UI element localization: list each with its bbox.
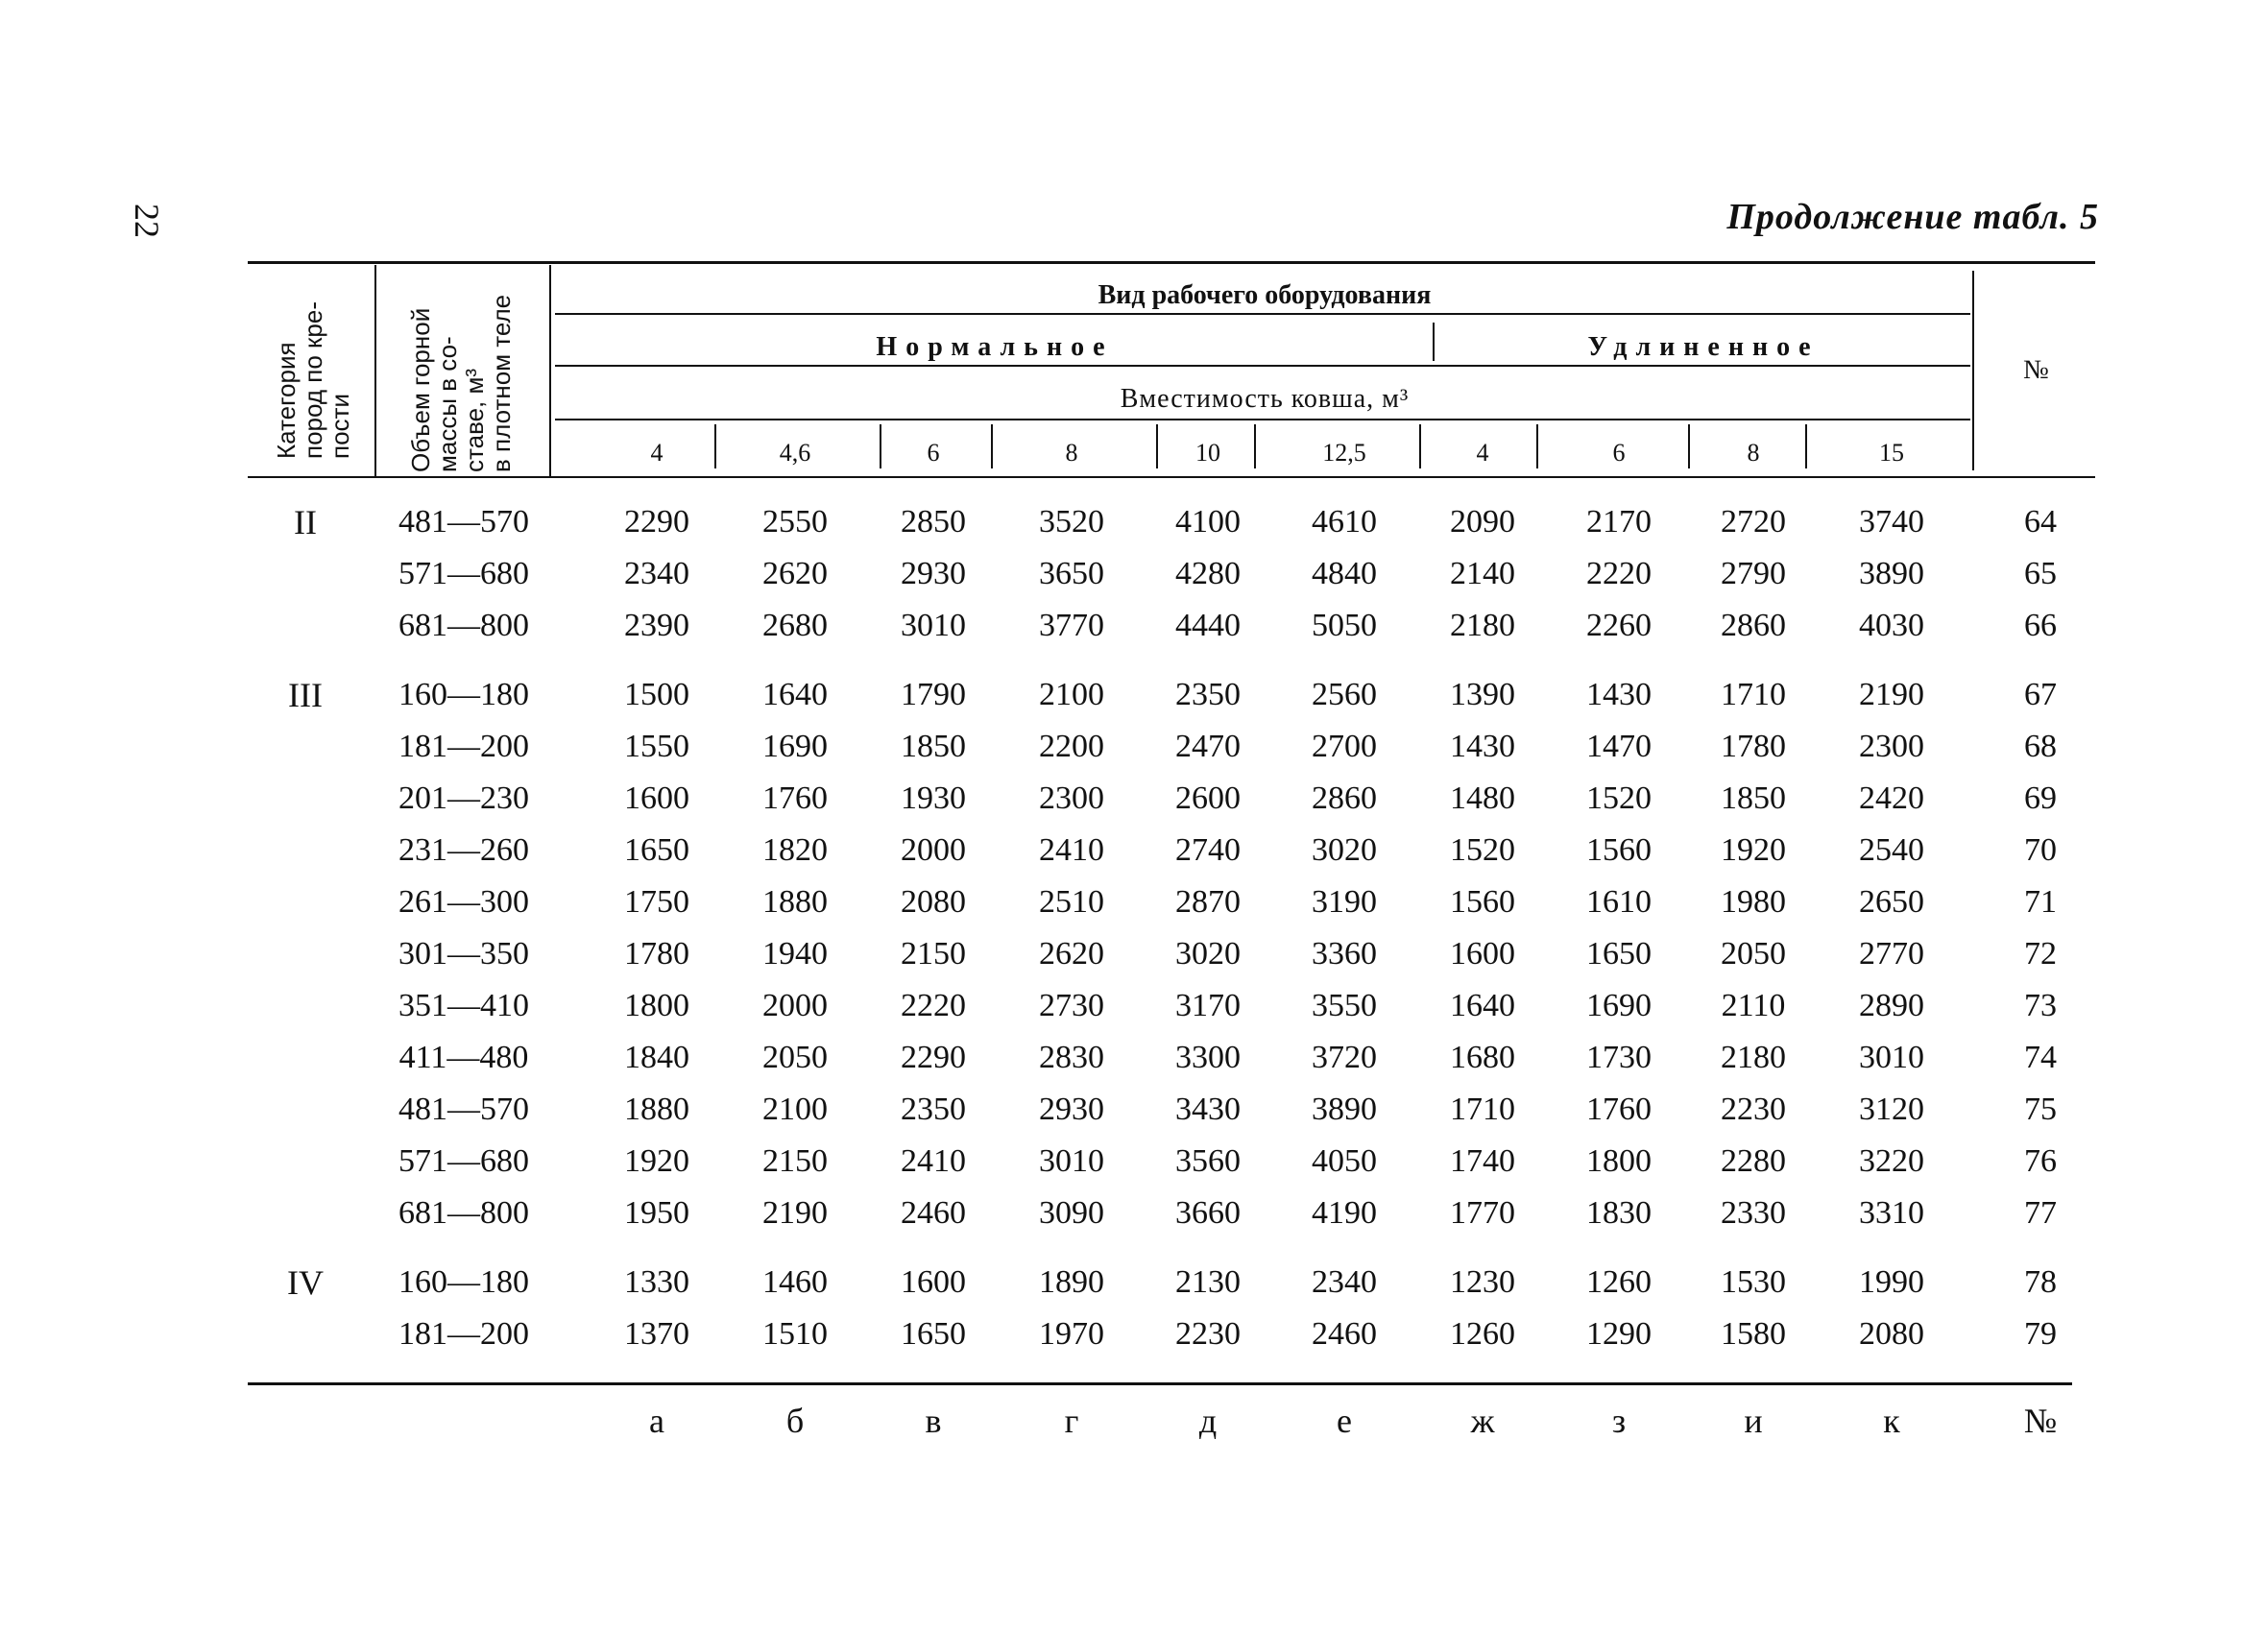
value-cell: 4840	[1312, 556, 1377, 591]
value-cell: 1690	[1586, 988, 1652, 1023]
row-number-cell: 77	[2024, 1195, 2057, 1231]
value-cell: 3740	[1859, 504, 1924, 540]
continuation-title: Продолжение табл. 5	[1726, 197, 2099, 237]
value-cell: 2790	[1721, 556, 1786, 591]
volume-cell: 181—200	[398, 729, 529, 764]
value-cell: 2420	[1859, 780, 1924, 816]
value-cell: 3890	[1859, 556, 1924, 591]
column-letter: к	[1883, 1402, 1900, 1440]
value-cell: 1520	[1450, 832, 1515, 868]
value-cell: 2410	[1039, 832, 1104, 868]
value-cell: 2850	[901, 504, 966, 540]
equipment-type-header: Вид рабочего оборудования	[1098, 280, 1432, 310]
value-cell: 2860	[1721, 608, 1786, 643]
volume-cell: 160—180	[398, 677, 529, 712]
value-cell: 3300	[1175, 1040, 1241, 1075]
cap-divider-6	[1419, 424, 1421, 468]
value-cell: 4050	[1312, 1143, 1377, 1179]
value-cell: 2700	[1312, 729, 1377, 764]
row-number-cell: 73	[2024, 988, 2057, 1023]
value-cell: 3010	[1859, 1040, 1924, 1075]
value-cell: 1890	[1039, 1264, 1104, 1300]
category-cell: IV	[287, 1263, 324, 1302]
value-cell: 1690	[762, 729, 828, 764]
value-cell: 1230	[1450, 1264, 1515, 1300]
value-cell: 3170	[1175, 988, 1241, 1023]
value-cell: 2410	[901, 1143, 966, 1179]
value-cell: 3430	[1175, 1092, 1241, 1127]
value-cell: 2200	[1039, 729, 1104, 764]
value-cell: 2170	[1586, 504, 1652, 540]
value-cell: 3770	[1039, 608, 1104, 643]
value-cell: 1800	[624, 988, 689, 1023]
value-cell: 1560	[1586, 832, 1652, 868]
value-cell: 1470	[1586, 729, 1652, 764]
value-cell: 1390	[1450, 677, 1515, 712]
value-cell: 2260	[1586, 608, 1652, 643]
value-cell: 2510	[1039, 884, 1104, 920]
capacity-header-cell: 6	[927, 439, 940, 467]
value-cell: 3650	[1039, 556, 1104, 591]
value-cell: 2000	[762, 988, 828, 1023]
row-number-cell: 72	[2024, 936, 2057, 972]
value-cell: 2080	[901, 884, 966, 920]
row-number-cell: 65	[2024, 556, 2057, 591]
value-cell: 1950	[624, 1195, 689, 1231]
capacity-header-cell: 8	[1747, 439, 1760, 467]
value-cell: 1550	[624, 729, 689, 764]
value-cell: 2860	[1312, 780, 1377, 816]
value-cell: 1650	[901, 1316, 966, 1352]
value-cell: 1850	[901, 729, 966, 764]
value-cell: 1780	[624, 936, 689, 972]
value-cell: 2680	[762, 608, 828, 643]
volume-cell: 231—260	[398, 832, 529, 868]
value-cell: 3020	[1175, 936, 1241, 972]
value-cell: 1610	[1586, 884, 1652, 920]
value-cell: 1820	[762, 832, 828, 868]
value-cell: 1370	[624, 1316, 689, 1352]
row-number-cell: 76	[2024, 1143, 2057, 1179]
volume-cell: 201—230	[398, 780, 529, 816]
column-letter: з	[1611, 1402, 1627, 1440]
value-cell: 1940	[762, 936, 828, 972]
row-number-cell: 78	[2024, 1264, 2057, 1300]
value-cell: 2080	[1859, 1316, 1924, 1352]
row-number-cell: 67	[2024, 677, 2057, 712]
value-cell: 4100	[1175, 504, 1241, 540]
column-letter: в	[925, 1402, 942, 1440]
value-cell: 1680	[1450, 1040, 1515, 1075]
value-cell: 1920	[624, 1143, 689, 1179]
column-letter: ж	[1470, 1402, 1495, 1440]
col-rule-1	[374, 265, 376, 476]
value-cell: 2350	[901, 1092, 966, 1127]
row-number-cell: 70	[2024, 832, 2057, 868]
value-cell: 3120	[1859, 1092, 1924, 1127]
value-cell: 2460	[901, 1195, 966, 1231]
value-cell: 1780	[1721, 729, 1786, 764]
value-cell: 1580	[1721, 1316, 1786, 1352]
value-cell: 1770	[1450, 1195, 1515, 1231]
value-cell: 3310	[1859, 1195, 1924, 1231]
row-number-cell: 64	[2024, 504, 2057, 540]
value-cell: 3360	[1312, 936, 1377, 972]
value-cell: 2110	[1721, 988, 1786, 1023]
volume-cell: 351—410	[398, 988, 529, 1023]
value-cell: 2140	[1450, 556, 1515, 591]
volume-cell: 481—570	[398, 1092, 529, 1127]
value-cell: 3550	[1312, 988, 1377, 1023]
capacity-header-cell: 8	[1065, 439, 1078, 467]
value-cell: 1500	[624, 677, 689, 712]
table-bottom-rule	[248, 1382, 2072, 1385]
volume-cell: 571—680	[398, 1143, 529, 1179]
value-cell: 2560	[1312, 677, 1377, 712]
value-cell: 2300	[1039, 780, 1104, 816]
value-cell: 1840	[624, 1040, 689, 1075]
col-rule-2	[549, 265, 551, 476]
value-cell: 1830	[1586, 1195, 1652, 1231]
value-cell: 1640	[762, 677, 828, 712]
value-cell: 2000	[901, 832, 966, 868]
value-cell: 2220	[1586, 556, 1652, 591]
volume-cell: 681—800	[398, 608, 529, 643]
value-cell: 2340	[624, 556, 689, 591]
value-cell: 2930	[901, 556, 966, 591]
value-cell: 1710	[1450, 1092, 1515, 1127]
value-cell: 2540	[1859, 832, 1924, 868]
value-cell: 2620	[1039, 936, 1104, 972]
value-cell: 2180	[1721, 1040, 1786, 1075]
value-cell: 2830	[1039, 1040, 1104, 1075]
capacity-header-cell: 4,6	[779, 439, 811, 467]
type-rule	[555, 365, 1970, 367]
volume-cell: 681—800	[398, 1195, 529, 1231]
value-cell: 1990	[1859, 1264, 1924, 1300]
value-cell: 3890	[1312, 1092, 1377, 1127]
value-cell: 1740	[1450, 1143, 1515, 1179]
value-cell: 1980	[1721, 884, 1786, 920]
value-cell: 2190	[1859, 677, 1924, 712]
value-cell: 2770	[1859, 936, 1924, 972]
volume-header: Объем горной массы в со- ставе, м³ в плотном теле	[406, 294, 516, 472]
capacity-header-cell: 10	[1195, 439, 1220, 467]
value-cell: 2720	[1721, 504, 1786, 540]
value-cell: 2620	[762, 556, 828, 591]
volume-cell: 481—570	[398, 504, 529, 540]
value-cell: 3010	[901, 608, 966, 643]
value-cell: 1530	[1721, 1264, 1786, 1300]
capacity-header-cell: 4	[1476, 439, 1489, 467]
value-cell: 2190	[762, 1195, 828, 1231]
capacity-header-cell: 12,5	[1322, 439, 1366, 467]
value-cell: 1330	[624, 1264, 689, 1300]
value-cell: 2050	[1721, 936, 1786, 972]
column-letter: а	[649, 1402, 664, 1440]
value-cell: 3190	[1312, 884, 1377, 920]
table-top-rule	[248, 261, 2095, 264]
value-cell: 3220	[1859, 1143, 1924, 1179]
value-cell: 1880	[762, 884, 828, 920]
value-cell: 1430	[1586, 677, 1652, 712]
value-cell: 1290	[1586, 1316, 1652, 1352]
value-cell: 2740	[1175, 832, 1241, 868]
value-cell: 2180	[1450, 608, 1515, 643]
value-cell: 1600	[1450, 936, 1515, 972]
value-cell: 1560	[1450, 884, 1515, 920]
value-cell: 4030	[1859, 608, 1924, 643]
value-cell: 2870	[1175, 884, 1241, 920]
value-cell: 1970	[1039, 1316, 1104, 1352]
value-cell: 2230	[1721, 1092, 1786, 1127]
value-cell: 2390	[624, 608, 689, 643]
col-rule-3	[1972, 271, 1974, 470]
value-cell: 1520	[1586, 780, 1652, 816]
value-cell: 1650	[1586, 936, 1652, 972]
volume-cell: 160—180	[398, 1264, 529, 1300]
row-number-cell: 68	[2024, 729, 2057, 764]
value-cell: 2290	[624, 504, 689, 540]
column-letter: д	[1198, 1402, 1218, 1440]
value-cell: 2470	[1175, 729, 1241, 764]
value-cell: 1650	[624, 832, 689, 868]
row-number-cell: 75	[2024, 1092, 2057, 1127]
value-cell: 2100	[762, 1092, 828, 1127]
value-cell: 1920	[1721, 832, 1786, 868]
value-cell: 2890	[1859, 988, 1924, 1023]
value-cell: 1730	[1586, 1040, 1652, 1075]
column-letter: е	[1337, 1402, 1352, 1440]
cap-divider-8	[1688, 424, 1690, 468]
category-cell: III	[288, 676, 323, 714]
value-cell: 1760	[1586, 1092, 1652, 1127]
row-number-cell: 79	[2024, 1316, 2057, 1352]
cap-divider-3	[991, 424, 993, 468]
value-cell: 3560	[1175, 1143, 1241, 1179]
value-cell: 2330	[1721, 1195, 1786, 1231]
row-number-cell: 69	[2024, 780, 2057, 816]
header-bottom-rule	[248, 476, 2095, 478]
value-cell: 2290	[901, 1040, 966, 1075]
value-cell: 2460	[1312, 1316, 1377, 1352]
value-cell: 1790	[901, 677, 966, 712]
value-cell: 2050	[762, 1040, 828, 1075]
value-cell: 3090	[1039, 1195, 1104, 1231]
value-cell: 2350	[1175, 677, 1241, 712]
value-cell: 1640	[1450, 988, 1515, 1023]
value-cell: 1430	[1450, 729, 1515, 764]
extended-header: Удлиненное	[1587, 332, 1820, 362]
normal-header: Нормальное	[876, 332, 1114, 362]
value-cell: 2550	[762, 504, 828, 540]
capacity-header-cell: 6	[1612, 439, 1626, 467]
value-cell: 2100	[1039, 677, 1104, 712]
value-cell: 2150	[762, 1143, 828, 1179]
value-cell: 1260	[1450, 1316, 1515, 1352]
column-letter: б	[785, 1402, 805, 1440]
value-cell: 3010	[1039, 1143, 1104, 1179]
value-cell: 3660	[1175, 1195, 1241, 1231]
page-number: 22	[128, 204, 166, 238]
row-number-cell: 71	[2024, 884, 2057, 920]
value-cell: 2150	[901, 936, 966, 972]
value-cell: 1480	[1450, 780, 1515, 816]
value-cell: 2130	[1175, 1264, 1241, 1300]
value-cell: 4280	[1175, 556, 1241, 591]
value-cell: 1880	[624, 1092, 689, 1127]
value-cell: 4190	[1312, 1195, 1377, 1231]
volume-cell: 181—200	[398, 1316, 529, 1352]
equipment-rule	[555, 313, 1970, 315]
cap-divider-1	[714, 424, 716, 468]
value-cell: 1800	[1586, 1143, 1652, 1179]
value-cell: 4610	[1312, 504, 1377, 540]
value-cell: 5050	[1312, 608, 1377, 643]
volume-cell: 571—680	[398, 556, 529, 591]
column-letter: и	[1744, 1402, 1763, 1440]
row-number-cell: 66	[2024, 608, 2057, 643]
value-cell: 2600	[1175, 780, 1241, 816]
value-cell: 1850	[1721, 780, 1786, 816]
value-cell: 1510	[762, 1316, 828, 1352]
value-cell: 2280	[1721, 1143, 1786, 1179]
value-cell: 2340	[1312, 1264, 1377, 1300]
value-cell: 1600	[624, 780, 689, 816]
value-cell: 1460	[762, 1264, 828, 1300]
volume-cell: 261—300	[398, 884, 529, 920]
value-cell: 4440	[1175, 608, 1241, 643]
capacity-header-cell: 4	[650, 439, 664, 467]
value-cell: 1600	[901, 1264, 966, 1300]
category-cell: II	[294, 503, 317, 541]
value-cell: 3020	[1312, 832, 1377, 868]
value-cell: 1710	[1721, 677, 1786, 712]
value-cell: 2230	[1175, 1316, 1241, 1352]
capacity-header-cell: 15	[1879, 439, 1904, 467]
value-cell: 2730	[1039, 988, 1104, 1023]
value-cell: 2300	[1859, 729, 1924, 764]
volume-cell: 301—350	[398, 936, 529, 972]
value-cell: 1760	[762, 780, 828, 816]
volume-cell: 411—480	[398, 1040, 529, 1075]
value-cell: 2220	[901, 988, 966, 1023]
value-cell: 2090	[1450, 504, 1515, 540]
value-cell: 3720	[1312, 1040, 1377, 1075]
bucket-capacity-header: Вместимость ковша, м³	[1120, 384, 1410, 414]
value-cell: 1750	[624, 884, 689, 920]
value-cell: 1260	[1586, 1264, 1652, 1300]
number-header: №	[2023, 355, 2050, 385]
value-cell: 3520	[1039, 504, 1104, 540]
value-cell: 2930	[1039, 1092, 1104, 1127]
row-number-cell: 74	[2024, 1040, 2057, 1075]
capacity-rule	[555, 419, 1970, 420]
category-header: Категория пород по кре- пости	[272, 301, 354, 459]
column-letter: г	[1064, 1402, 1079, 1440]
footer-number-label: №	[2023, 1402, 2058, 1440]
value-cell: 1930	[901, 780, 966, 816]
value-cell: 2650	[1859, 884, 1924, 920]
